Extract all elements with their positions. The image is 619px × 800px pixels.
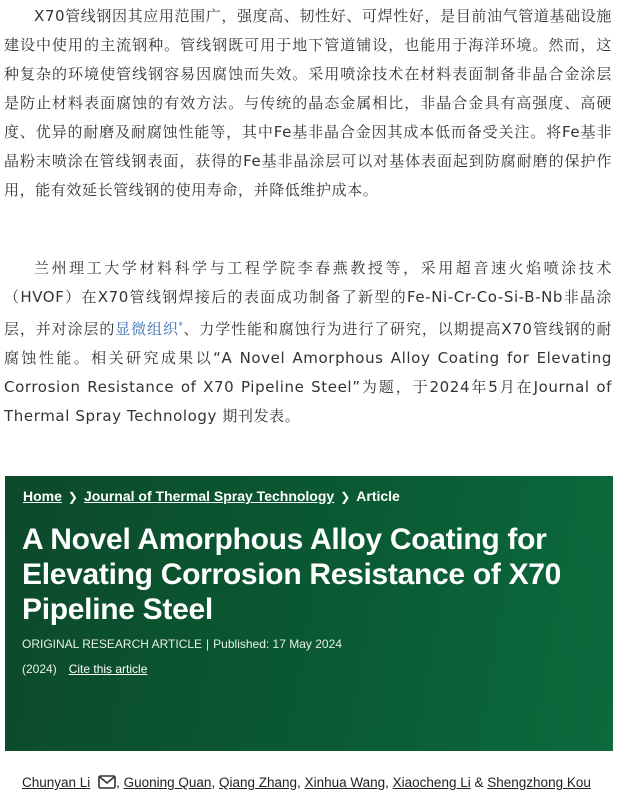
author-separator: ,: [385, 775, 389, 790]
microstructure-link[interactable]: 显微组织: [115, 320, 179, 338]
author-link[interactable]: Xinhua Wang: [304, 775, 386, 790]
breadcrumb: [23, 488, 400, 504]
author-link[interactable]: Xiaocheng Li: [392, 775, 471, 790]
author-separator: ,: [211, 775, 216, 790]
meta-divider: |: [206, 637, 210, 651]
published-date: Published: 17 May 2024: [213, 637, 342, 651]
author-separator: ,: [116, 775, 120, 790]
intro-paragraph: X70管线钢因其应用范围广，强度高、韧性好、可焊性好，是目前油气管道基础设施建设中使用的主流钢种。管线钢既可用于地下管道铺设，也能用于海洋环境。然而，这种复杂的环境使管线钢容易因腐蚀而失效。采用喷涂技术在材料表面制备非晶合金涂层是防止材料表面腐蚀的有效方法。与传统的晶态金属相比，非晶合金具有高强度、高硬度、优异的耐磨及耐腐蚀性能等，其中Fe基非晶合金因其成本低而备受关注。将Fe基非晶粉末喷涂在管线钢表面，获得的Fe基非晶涂层可以对基体表面起到防腐耐磨的保护作用，能有效延长管线钢的使用寿命，并降低维护成本。: [4, 7, 612, 199]
author-separator: ,: [297, 775, 301, 790]
search-marker-icon: ᵠ: [178, 321, 184, 331]
chevron-right-icon: ❯: [67, 490, 78, 504]
mail-icon[interactable]: [98, 775, 116, 792]
author-link[interactable]: Guoning Quan: [123, 775, 212, 790]
author-link[interactable]: Chunyan Li: [22, 775, 91, 790]
article-year: (2024): [22, 662, 57, 676]
author-list: [22, 775, 591, 792]
breadcrumb-journal[interactable]: Journal of Thermal Spray Technology: [83, 488, 335, 504]
article-title: A Novel Amorphous Alloy Coating for Elevating Corrosion Resistance of X70 Pipeline Steel: [22, 523, 562, 626]
chevron-right-icon: ❯: [340, 490, 351, 504]
cite-this-article-link[interactable]: Cite this article: [68, 662, 148, 676]
author-separator: &: [474, 775, 484, 790]
citation-row: [22, 662, 147, 676]
article-type: ORIGINAL RESEARCH ARTICLE: [22, 637, 203, 651]
research-paragraph: [4, 254, 612, 431]
paragraph-text-start: 兰州理工大学材料科学与工程学院李春燕教授等，采用超音速火焰喷涂技术（HVOF）在X70管线钢焊接后的表面成功制备了新型的Fe-Ni-Cr-Co-Si-B-Nb非晶涂层，并对涂层的: [4, 259, 612, 338]
article-meta: [22, 637, 342, 651]
breadcrumb-current: Article: [356, 488, 400, 504]
paragraph-text-end: 、力学性能和腐蚀行为进行了研究，以期提高X70管线钢的耐腐蚀性能。相关研究成果以“A Novel Amorphous Alloy Coating for Elevating Corrosion Resistance of X70 Pipeline Steel”为题，于2024年5月在Journal of Thermal Spray Technology 期刊发表。: [4, 320, 612, 425]
breadcrumb-home[interactable]: Home: [23, 488, 62, 504]
author-link[interactable]: Shengzhong Kou: [487, 775, 591, 790]
author-link[interactable]: Qiang Zhang: [218, 775, 298, 790]
article-header-banner: [5, 476, 613, 751]
